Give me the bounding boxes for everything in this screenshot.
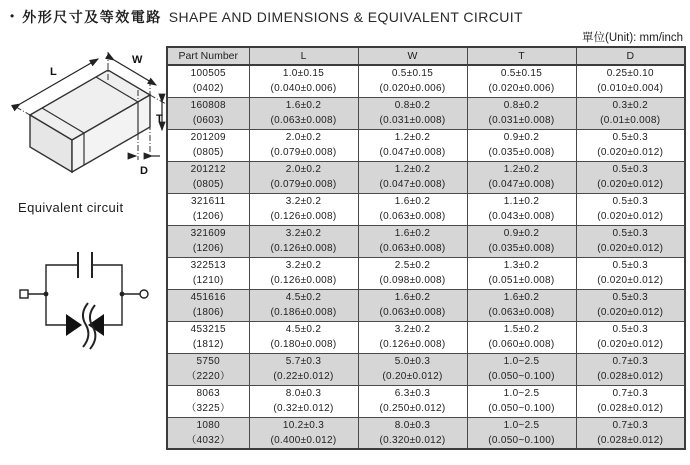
dim-d-cell: 0.3±0.2 (0.01±0.008) xyxy=(576,97,685,129)
dim-w-cell: 6.3±0.3 (0.250±0.012) xyxy=(358,385,467,417)
table-row xyxy=(167,257,685,289)
part-number-cell xyxy=(167,65,249,97)
equivalent-circuit-diagram xyxy=(18,243,152,353)
dim-t-cell: 1.0~2.5 (0.050~0.100) xyxy=(467,353,576,385)
dim-label-t: T xyxy=(156,113,163,125)
dim-w-cell: 1.6±0.2 (0.063±0.008) xyxy=(358,289,467,321)
part-number: 322513 xyxy=(190,260,226,271)
dim-l-cell: 3.2±0.2 (0.126±0.008) xyxy=(249,193,358,225)
dim-t-cell: 0.5±0.15 (0.020±0.006) xyxy=(467,65,576,97)
terminal-right-icon xyxy=(140,290,148,298)
dim-t-cell: 0.9±0.2 (0.035±0.008) xyxy=(467,225,576,257)
size-code: (0402) xyxy=(192,83,224,95)
dim-w-cell: 1.2±0.2 (0.047±0.008) xyxy=(358,161,467,193)
part-number-cell xyxy=(167,289,249,321)
dim-d-cell: 0.5±0.3 (0.020±0.012) xyxy=(576,129,685,161)
table-row xyxy=(167,289,685,321)
size-code: (0805) xyxy=(192,179,224,190)
table-row xyxy=(167,385,685,417)
dim-d-cell: 0.7±0.3 (0.028±0.012) xyxy=(576,417,685,449)
dim-d-cell: 0.5±0.3 (0.020±0.012) xyxy=(576,225,685,257)
dim-label-w: W xyxy=(132,54,143,66)
dim-t-cell: 1.0~2.5 (0.050~0.100) xyxy=(467,417,576,449)
dim-t-cell: 0.8±0.2 (0.031±0.008) xyxy=(467,97,576,129)
dim-w-cell: 2.5±0.2 (0.098±0.008) xyxy=(358,257,467,289)
part-number-cell xyxy=(167,385,249,417)
page-title xyxy=(10,7,523,27)
dim-l-cell: 5.7±0.3 (0.22±0.012) xyxy=(249,353,358,385)
size-code: （4032） xyxy=(186,434,231,446)
part-number: 451616 xyxy=(190,292,226,303)
dim-t-cell: 1.2±0.2 (0.047±0.008) xyxy=(467,161,576,193)
table-row xyxy=(167,193,685,225)
dimensions-table xyxy=(166,46,686,450)
header-t: T xyxy=(467,47,576,65)
table-row xyxy=(167,353,685,385)
chip-dimension-diagram xyxy=(10,52,170,180)
terminal-left-icon xyxy=(20,290,28,298)
header-d: D xyxy=(576,47,685,65)
unit-note: 單位(Unit): mm/inch xyxy=(582,32,683,44)
dim-l-cell: 10.2±0.3 (0.400±0.012) xyxy=(249,417,358,449)
part-number-cell xyxy=(167,417,249,449)
size-code: (0603) xyxy=(192,115,224,126)
table-row xyxy=(167,97,685,129)
part-number: 321611 xyxy=(191,196,226,207)
table-row xyxy=(167,321,685,353)
table-header-row xyxy=(167,47,685,65)
part-number-cell xyxy=(167,129,249,161)
dim-d-cell: 0.7±0.3 (0.028±0.012) xyxy=(576,385,685,417)
size-code: (0805) xyxy=(192,147,224,158)
dim-w-cell: 1.6±0.2 (0.063±0.008) xyxy=(358,225,467,257)
title-chinese: 外形尺寸及等效電路 xyxy=(22,9,162,25)
part-number: 5750 xyxy=(196,356,220,367)
table-row xyxy=(167,161,685,193)
size-code: (1206) xyxy=(192,243,224,254)
varistor-icon xyxy=(66,314,82,336)
dim-w-cell: 5.0±0.3 (0.20±0.012) xyxy=(358,353,467,385)
part-number: 160808 xyxy=(190,100,226,111)
header-w: W xyxy=(358,47,467,65)
dim-label-d: D xyxy=(140,165,148,177)
dim-t-cell: 1.3±0.2 (0.051±0.008) xyxy=(467,257,576,289)
dim-l-cell: 1.6±0.2 (0.063±0.008) xyxy=(249,97,358,129)
part-number: 8063 xyxy=(196,388,220,399)
size-code: (1806) xyxy=(192,307,224,318)
dim-t-cell: 0.9±0.2 (0.035±0.008) xyxy=(467,129,576,161)
size-code: （2220） xyxy=(186,371,231,382)
dim-d-cell: 0.5±0.3 (0.020±0.012) xyxy=(576,257,685,289)
part-number-cell xyxy=(167,257,249,289)
part-number: 453215 xyxy=(190,324,226,335)
dim-t-cell: 1.6±0.2 (0.063±0.008) xyxy=(467,289,576,321)
dim-w-cell: 1.6±0.2 (0.063±0.008) xyxy=(358,193,467,225)
dim-l-cell: 4.5±0.2 (0.180±0.008) xyxy=(249,321,358,353)
title-english: SHAPE AND DIMENSIONS & EQUIVALENT CIRCUIT xyxy=(168,9,523,25)
size-code: （3225） xyxy=(186,403,231,414)
part-number-cell xyxy=(167,321,249,353)
bullet-icon: • xyxy=(10,9,15,23)
dim-l-cell: 4.5±0.2 (0.186±0.008) xyxy=(249,289,358,321)
dim-l-cell: 2.0±0.2 (0.079±0.008) xyxy=(249,129,358,161)
size-code: (1812) xyxy=(192,339,224,350)
dim-d-cell: 0.5±0.3 (0.020±0.012) xyxy=(576,289,685,321)
dim-w-cell: 0.8±0.2 (0.031±0.008) xyxy=(358,97,467,129)
dim-l-cell: 8.0±0.3 (0.32±0.012) xyxy=(249,385,358,417)
part-number: 321609 xyxy=(190,228,226,239)
part-number-cell xyxy=(167,353,249,385)
dim-d-cell: 0.25±0.10 (0.010±0.004) xyxy=(576,65,685,97)
part-number-cell xyxy=(167,97,249,129)
dim-l-cell: 3.2±0.2 (0.126±0.008) xyxy=(249,225,358,257)
table-row xyxy=(167,129,685,161)
part-number: 1080 xyxy=(196,419,220,431)
dim-d-cell: 0.5±0.3 (0.020±0.012) xyxy=(576,161,685,193)
dim-t-cell: 1.0~2.5 (0.050~0.100) xyxy=(467,385,576,417)
dim-label-l: L xyxy=(50,66,57,78)
dim-w-cell: 3.2±0.2 (0.126±0.008) xyxy=(358,321,467,353)
dim-l-cell: 2.0±0.2 (0.079±0.008) xyxy=(249,161,358,193)
dim-l-cell: 3.2±0.2 (0.126±0.008) xyxy=(249,257,358,289)
table-row xyxy=(167,417,685,449)
size-code: (1206) xyxy=(192,211,224,222)
part-number: 100505 xyxy=(190,68,226,80)
equivalent-circuit-label: Equivalent circuit xyxy=(18,200,124,215)
table-row xyxy=(167,65,685,97)
part-number: 201209 xyxy=(190,132,226,143)
table-row xyxy=(167,225,685,257)
header-part-number: Part Number xyxy=(167,47,249,65)
dim-d-cell: 0.5±0.3 (0.020±0.012) xyxy=(576,193,685,225)
part-number-cell xyxy=(167,161,249,193)
dim-t-cell: 1.1±0.2 (0.043±0.008) xyxy=(467,193,576,225)
header-l: L xyxy=(249,47,358,65)
dim-w-cell: 1.2±0.2 (0.047±0.008) xyxy=(358,129,467,161)
dim-w-cell: 0.5±0.15 (0.020±0.006) xyxy=(358,65,467,97)
dim-w-cell: 8.0±0.3 (0.320±0.012) xyxy=(358,417,467,449)
part-number: 201212 xyxy=(190,164,226,175)
part-number-cell xyxy=(167,225,249,257)
size-code: (1210) xyxy=(192,275,224,286)
dim-d-cell: 0.7±0.3 (0.028±0.012) xyxy=(576,353,685,385)
part-number-cell xyxy=(167,193,249,225)
dim-l-cell: 1.0±0.15 (0.040±0.006) xyxy=(249,65,358,97)
dim-d-cell: 0.5±0.3 (0.020±0.012) xyxy=(576,321,685,353)
dim-t-cell: 1.5±0.2 (0.060±0.008) xyxy=(467,321,576,353)
